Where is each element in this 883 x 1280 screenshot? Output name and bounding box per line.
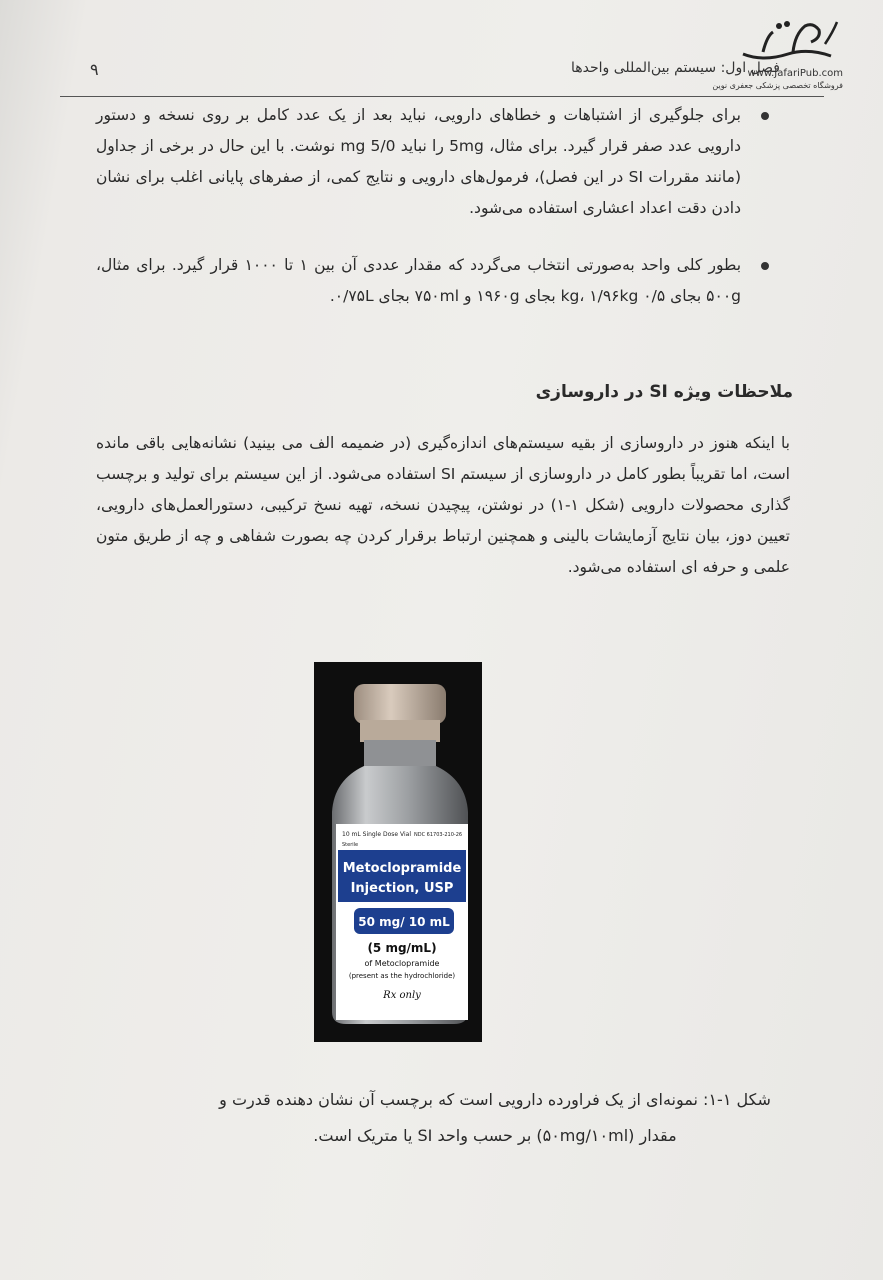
label-top-text: 10 mL Single Dose Vial — [342, 831, 411, 838]
publisher-caption: فروشگاه تخصصی پزشکی جعفری نوین — [712, 81, 843, 90]
header-divider — [60, 96, 824, 97]
bullet-item-2 — [96, 250, 741, 312]
running-header — [60, 58, 820, 88]
bullet-dot-icon — [761, 112, 769, 120]
dose-per-text: (5 mg/mL) — [367, 941, 437, 955]
detail-line2-text: (present as the hydrochloride) — [348, 972, 456, 980]
section-paragraph: با اینکه هنوز در داروسازی از بقیه سیستم‌های اندازه‌گیری (در ضمیمه الف می بینید) نشانه‌هایی باقی مانده است، اما تقریباً بطور کامل در داروسازی از سیستم SI استفاده می‌شود. از این سیستم برای تولید و برچسب گذاری محصولات دارویی (شکل ۱-۱) در نوشتن، پیچیدن نسخه، تهیه نسخ ترکیبی، دستورالعمل‌های دارویی، تعیین دوز، بیان نتایج آزمایشات بالینی و همچنین ارتباط برقرار کردن چه بصورت شفاهی و چه از طریق متون علمی و حرفه ای استفاده می‌شود. — [96, 434, 790, 576]
calligraphy-logo-icon — [733, 14, 843, 70]
chapter-title: فصل اول: سیستم بین‌المللی واحدها — [570, 60, 780, 76]
bullet-text: برای جلوگیری از اشتباهات و خطاهای دارویی، نباید بعد از یک عدد کامل بر روی نسخه و دستور دارویی عدد صفر قرار گیرد. برای مثال، 5mg را نباید 5/0 mg نوشت. با این حال در برخی از جداول (مانند مقررات SI در این فصل)، فرمول‌های دارویی و نتایج کمی، از صفرهای پایانی اغلب برای نشان دادن دقت اعداد اعشاری استفاده می‌شود. — [96, 106, 741, 217]
detail-line1-text: of Metoclopramide — [364, 959, 440, 968]
metoclopramide-vial-image — [314, 662, 482, 1042]
label-sterile-text: Sterile — [342, 842, 359, 848]
page-number: ۹ — [90, 60, 99, 79]
drug-name-line1: Metoclopramide — [342, 861, 462, 876]
label-ndc-text: NDC 61703-210-26 — [414, 832, 463, 838]
rx-only-text: Rx only — [383, 990, 421, 1001]
section-heading: ملاحظات ویژه SI در داروسازی — [535, 382, 793, 402]
figure-caption: شکل ۱-۱: نمونه‌ای از یک فراورده دارویی است که برچسب آن نشان دهنده قدرت و مقدار (۵۰mg/۱۰ml) بر حسب واحد SI یا متریک است. — [219, 1090, 771, 1145]
bullet-item-1 — [96, 100, 741, 224]
publisher-url: www.JafariPub.com — [747, 68, 843, 79]
bullet-text: بطور کلی واحد به‌صورتی انتخاب می‌گردد که مقدار عددی آن بین ۱ تا ۱۰۰۰ قرار گیرد. برای مثال، ۵۰۰g بجای ۰/۵ kg، ۱/۹۶kg بجای ۱۹۶۰g و ۷۵۰ml بجای ۰/۷۵L. — [96, 256, 742, 305]
publisher-logo — [712, 14, 843, 104]
dose-main-text: 50 mg/ 10 mL — [358, 915, 450, 929]
bullet-dot-icon — [761, 262, 769, 270]
vial-photo — [314, 662, 482, 1042]
drug-name-line2: Injection, USP — [350, 881, 454, 896]
